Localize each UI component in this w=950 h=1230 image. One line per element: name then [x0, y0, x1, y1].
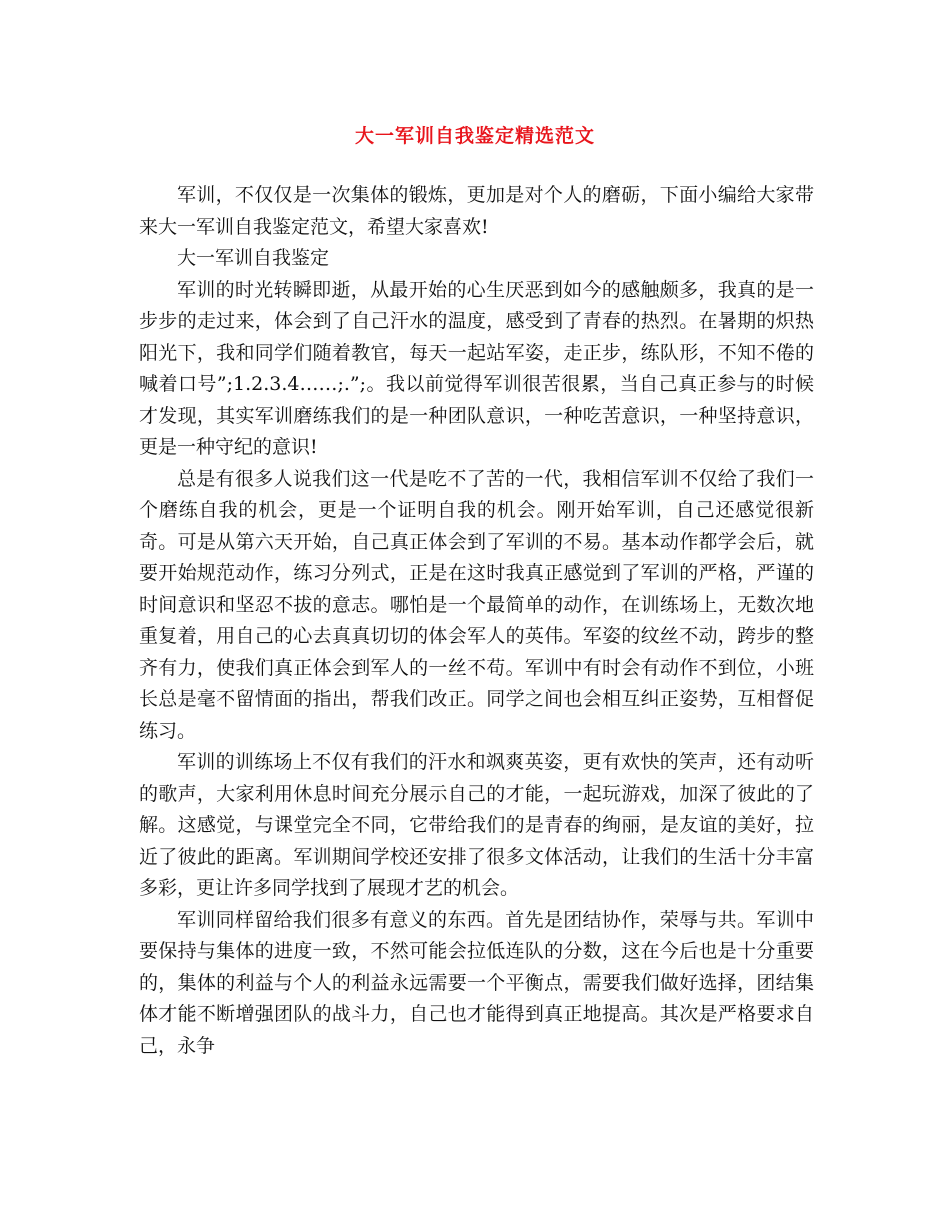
paragraph: 军训同样留给我们很多有意义的东西。首先是团结协作，荣辱与共。军训中要保持与集体的进度一致，不然可能会拉低连队的分数，这在今后也是十分重要的，集体的利益与个人的利益永远需要一个平衡点，需要我们做好选择，团结集体才能不断增强团队的战斗力，自己也才能得到真正地提高。其次是严格要求自己，永争 [139, 908, 814, 1057]
document-body [139, 180, 814, 1062]
paragraph: 军训的时光转瞬即逝，从最开始的心生厌恶到如今的感触颇多，我真的是一步步的走过来，体会到了自己汗水的温度，感受到了青春的热烈。在暑期的炽热阳光下，我和同学们随着教官，每天一起站军姿，走正步，练队形，不知不倦的喊着口号”;1.2.3.4……;.”;。我以前觉得军训很苦很累，当自己真正参与的时候才发现，其实军训磨练我们的是一种团队意识，一种吃苦意识，一种坚持意识，更是一种守纪的意识! [139, 278, 814, 458]
document-title: 大一军训自我鉴定精选范文 [354, 125, 595, 147]
paragraph: 总是有很多人说我们这一代是吃不了苦的一代，我相信军训不仅给了我们一个磨练自我的机会，更是一个证明自我的机会。刚开始军训，自己还感觉很新奇。可是从第六天开始，自己真正体会到了军训的不易。基本动作都学会后，就要开始规范动作，练习分列式，正是在这时我真正感觉到了军训的严格，严谨的时间意识和坚忍不拔的意志。哪怕是一个最简单的动作，在训练场上，无数次地重复着，用自己的心去真真切切的体会军人的英伟。军姿的纹丝不动，跨步的整齐有力，使我们真正体会到军人的一丝不苟。军训中有时会有动作不到位，小班长总是毫不留情面的指出，帮我们改正。同学之间也会相互纠正姿势，互相督促练习。 [139, 467, 814, 742]
paragraph: 军训的训练场上不仅有我们的汗水和飒爽英姿，更有欢快的笑声，还有动听的歌声，大家利用休息时间充分展示自己的才能，一起玩游戏，加深了彼此的了解。这感觉，与课堂完全不同，它带给我们的是青春的绚丽，是友谊的美好，拉近了彼此的距离。军训期间学校还安排了很多文体活动，让我们的生活十分丰富多彩，更让许多同学找到了展现才艺的机会。 [139, 751, 814, 899]
section-heading: 大一军训自我鉴定 [177, 247, 330, 269]
paragraph-intro: 军训，不仅仅是一次集体的锻炼，更加是对个人的磨砺，下面小编给大家带来大一军训自我鉴定范文，希望大家喜欢! [139, 184, 814, 238]
